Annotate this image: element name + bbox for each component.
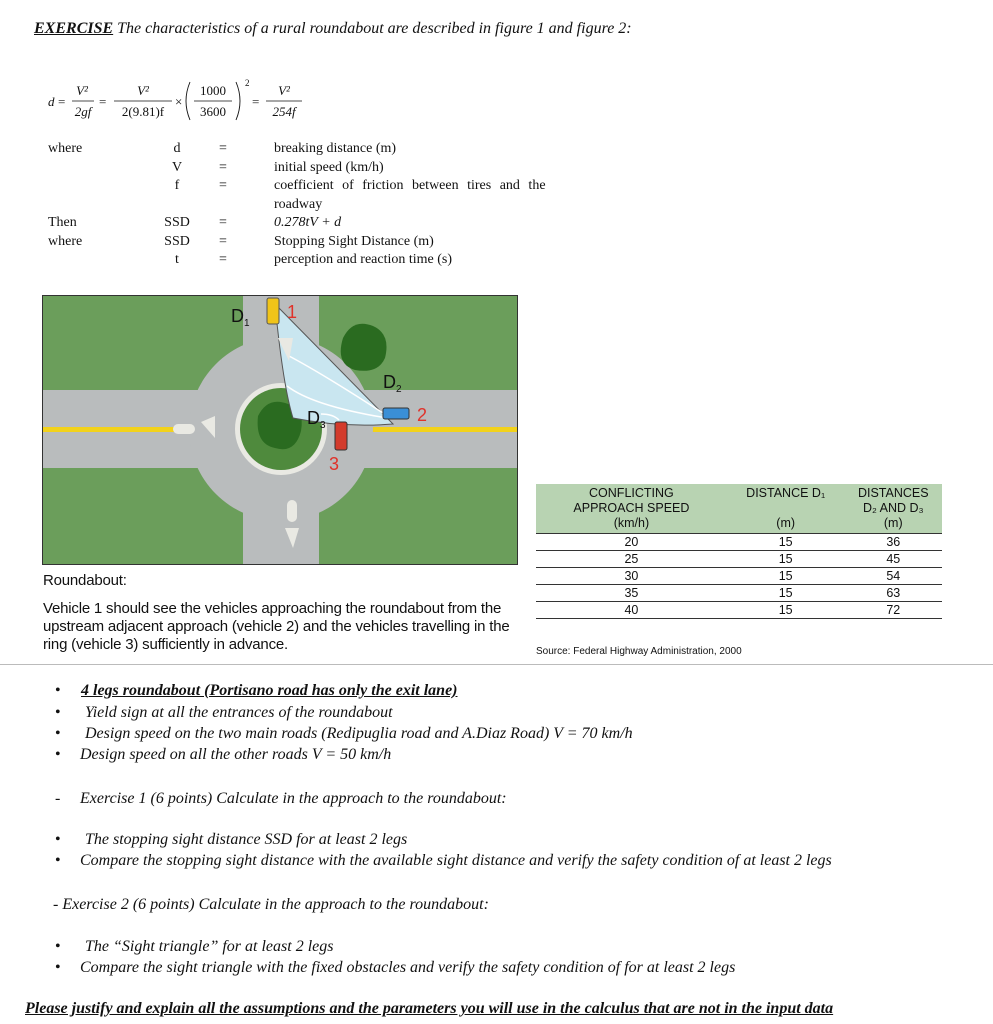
formula-times: × — [175, 94, 183, 109]
table-row: 25 15 45 — [536, 551, 942, 568]
def-eq: = — [219, 215, 227, 230]
sight-distance-table — [536, 484, 942, 619]
formula-den4: 254f — [272, 104, 296, 119]
caption-text: Vehicle 1 should see the vehicles approaching the roundabout from the upstream adjacent approach (vehicle 2) and the vehicles travelling in the ring (vehicle 3) sufficiently in advance. — [43, 600, 510, 653]
label-d1: D — [231, 306, 244, 326]
table-row: 30 15 54 — [536, 568, 942, 585]
roundabout-figure — [42, 295, 518, 565]
def-desc: initial speed (km/h) — [274, 159, 384, 175]
label-d3: D — [307, 408, 320, 428]
def-eq: = — [219, 141, 227, 156]
def-desc: roadway — [274, 196, 323, 212]
exercise-intro: The characteristics of a rural roundabout are described in figure 1 and figure 2: — [113, 20, 632, 37]
table-row: 35 15 63 — [536, 585, 942, 602]
formula-num4: V² — [278, 83, 290, 98]
label-d2: D — [383, 372, 396, 392]
vehicle-2-icon — [383, 408, 409, 419]
formula-eq: = — [58, 94, 66, 109]
def-symbol: SSD — [164, 233, 190, 249]
def-desc: perception and reaction time (s) — [274, 252, 453, 267]
bullet-item: • Compare the sight triangle with the fixed obstacles and verify the safety condition of for at least 2 legs — [55, 959, 736, 976]
def-desc: Stopping Sight Distance (m) — [274, 233, 434, 249]
label-d2-sub: 2 — [396, 384, 402, 395]
def-label: Then — [48, 215, 77, 230]
table-row: 40 15 72 — [536, 602, 942, 619]
bullet-item: • Compare the stopping sight distance with the available sight distance and verify the safety condition of at least 2 legs — [55, 852, 832, 869]
bullet-item: • The stopping sight distance SSD for at least 2 legs — [55, 831, 408, 848]
exercise-2-heading: - Exercise 2 (6 points) Calculate in the approach to the roundabout: — [53, 896, 489, 913]
definitions-desc-col — [274, 140, 546, 270]
def-label: where — [48, 141, 83, 156]
def-eq: = — [219, 178, 227, 193]
def-desc: breaking distance (m) — [274, 141, 397, 156]
exercise-title — [34, 20, 632, 38]
def-eq: = — [219, 233, 227, 249]
table-header: CONFLICTING APPROACH SPEED (km/h) — [536, 484, 727, 534]
table-source: Source: Federal Highway Administration, 2000 — [536, 646, 742, 657]
bullet-item: • Design speed on the two main roads (Redipuglia road and A.Diaz Road) V = 70 km/h — [55, 725, 633, 742]
formula-eq2: = — [99, 94, 107, 109]
exercise-1-heading: - Exercise 1 (6 points) Calculate in the approach to the roundabout: — [55, 790, 507, 807]
def-symbol: f — [174, 178, 180, 193]
table-header: DISTANCE D₁ (m) — [727, 484, 845, 534]
bullet-item: • 4 legs roundabout (Portisano road has only the exit lane) — [55, 682, 458, 699]
bullet-item: • Design speed on all the other roads V = 50 km/h — [55, 746, 392, 763]
footer-note: Please justify and explain all the assumptions and the parameters you will use in the calculus that are not in the input data — [25, 1000, 834, 1017]
formula-den1: 2gf — [74, 104, 92, 119]
def-symbol: SSD — [164, 215, 190, 230]
def-desc: 0.278tV + d — [274, 215, 342, 230]
formula-eq3: = — [252, 94, 260, 109]
definitions-label-col — [48, 140, 82, 251]
formula-num3: 1000 — [200, 83, 226, 98]
def-symbol: d — [173, 141, 181, 156]
definitions-eq-col — [219, 140, 227, 270]
roundabout-illustration — [43, 296, 517, 564]
label-d1-sub: 1 — [244, 318, 250, 329]
table-header: DISTANCES D₂ AND D₃ (m) — [845, 484, 942, 534]
table-row: 20 15 36 — [536, 534, 942, 551]
vehicle-3-icon — [335, 422, 347, 450]
label-vehicle-3: 3 — [329, 454, 340, 474]
exercise-keyword: EXERCISE — [34, 20, 114, 37]
bullet-item: • The “Sight triangle” for at least 2 legs — [55, 938, 334, 955]
label-d3-sub: 3 — [320, 420, 326, 431]
formula-num1: V² — [76, 83, 88, 98]
label-vehicle-2: 2 — [417, 405, 428, 425]
def-label: where — [48, 233, 83, 249]
formula-exponent: 2 — [245, 78, 250, 88]
figure-caption — [43, 572, 523, 654]
formula-den3: 3600 — [200, 104, 226, 119]
def-symbol: t — [175, 252, 179, 267]
def-eq: = — [219, 252, 227, 267]
caption-title: Roundabout: — [43, 572, 127, 589]
definitions-symbol-col — [157, 140, 197, 270]
formula-num2: V² — [137, 83, 149, 98]
formula-den2: 2(9.81)f — [121, 104, 165, 119]
bullet-item: • Yield sign at all the entrances of the roundabout — [55, 704, 393, 721]
label-vehicle-1: 1 — [287, 302, 298, 322]
braking-distance-formula — [46, 78, 326, 128]
def-symbol: V — [171, 159, 183, 175]
def-desc: coefficient of friction between tires and the — [274, 178, 546, 193]
vehicle-1-icon — [267, 298, 279, 324]
section-divider — [0, 664, 993, 665]
def-eq: = — [219, 159, 227, 175]
formula-lhs: d — [48, 94, 55, 109]
